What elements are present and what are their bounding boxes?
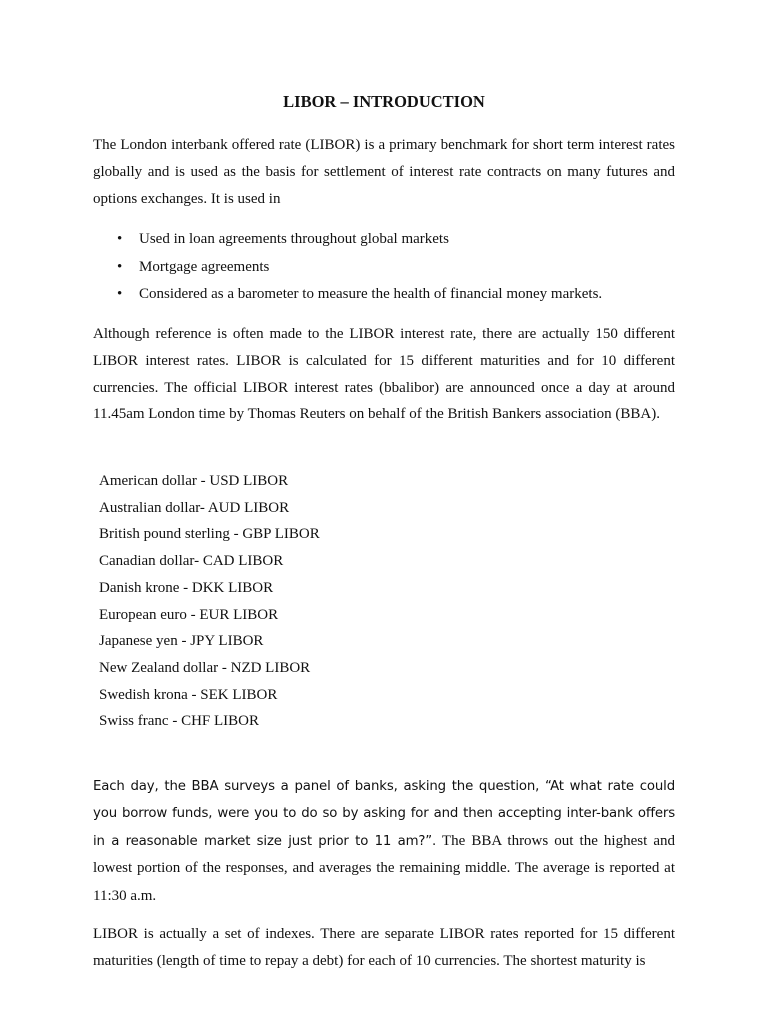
bullet-dot-icon: • bbox=[117, 286, 123, 302]
usage-bullet-list bbox=[93, 226, 675, 309]
currency-list bbox=[99, 468, 320, 735]
survey-paragraph bbox=[93, 774, 675, 911]
indexes-paragraph: LIBOR is actually a set of indexes. There are separate LIBOR rates reported for 15 different maturities (length of time to repay a debt) for each of 10 currencies. The shortest maturity is bbox=[93, 926, 675, 969]
currency-item: Danish krone - DKK LIBOR bbox=[99, 579, 274, 596]
currency-item: Australian dollar- AUD LIBOR bbox=[99, 499, 290, 516]
bullet-dot-icon: • bbox=[117, 258, 123, 275]
currency-item: European euro - EUR LIBOR bbox=[99, 606, 279, 623]
currency-item: Japanese yen - JPY LIBOR bbox=[99, 633, 264, 650]
currency-item: British pound sterling - GBP LIBOR bbox=[99, 526, 320, 543]
maturities-paragraph: Although reference is often made to the LIBOR interest rate, there are actually 150 different LIBOR interest rates. LIBOR is calculated for 15 different maturities and for 10 different currencies. The official LIBOR interest rates (bbalibor) are announced once a day at around 11.45am London time by Thomas Reuters on behalf of the British Bankers association (BBA). bbox=[93, 326, 675, 423]
currency-item: American dollar - USD LIBOR bbox=[99, 473, 289, 489]
bullet-text: Considered as a barometer to measure the health of financial money markets. bbox=[139, 286, 603, 302]
bullet-dot-icon: • bbox=[117, 231, 123, 247]
bullet-text: Used in loan agreements throughout global markets bbox=[139, 231, 449, 247]
currency-item: Canadian dollar- CAD LIBOR bbox=[99, 553, 284, 570]
currency-item: New Zealand dollar - NZD LIBOR bbox=[99, 659, 311, 676]
currency-item: Swedish krona - SEK LIBOR bbox=[99, 686, 278, 703]
intro-paragraph: The London interbank offered rate (LIBOR) is a primary benchmark for short term interest rates globally and is used as the basis for settlement of interest rate contracts on many futures and options exchanges. It is used in bbox=[93, 137, 675, 207]
bullet-text: Mortgage agreements bbox=[139, 258, 270, 275]
bullet-item bbox=[93, 226, 675, 254]
currency-item: Swiss franc - CHF LIBOR bbox=[99, 713, 259, 730]
survey-question-text: Each day, the BBA surveys a panel of banks, asking the question, “At what rate could you borrow funds, were you to do so by asking for and then accepting inter-bank offers in a reasonable market size just prior to 11 am?”. bbox=[93, 779, 675, 849]
bullet-item bbox=[93, 281, 675, 309]
bullet-item bbox=[93, 254, 675, 282]
document-title: LIBOR – INTRODUCTION bbox=[283, 92, 485, 111]
survey-result-text: The BBA throws out the highest and lowest portion of the responses, and averages the remaining middle. The average is reported at 11:30 a.m. bbox=[93, 832, 675, 905]
